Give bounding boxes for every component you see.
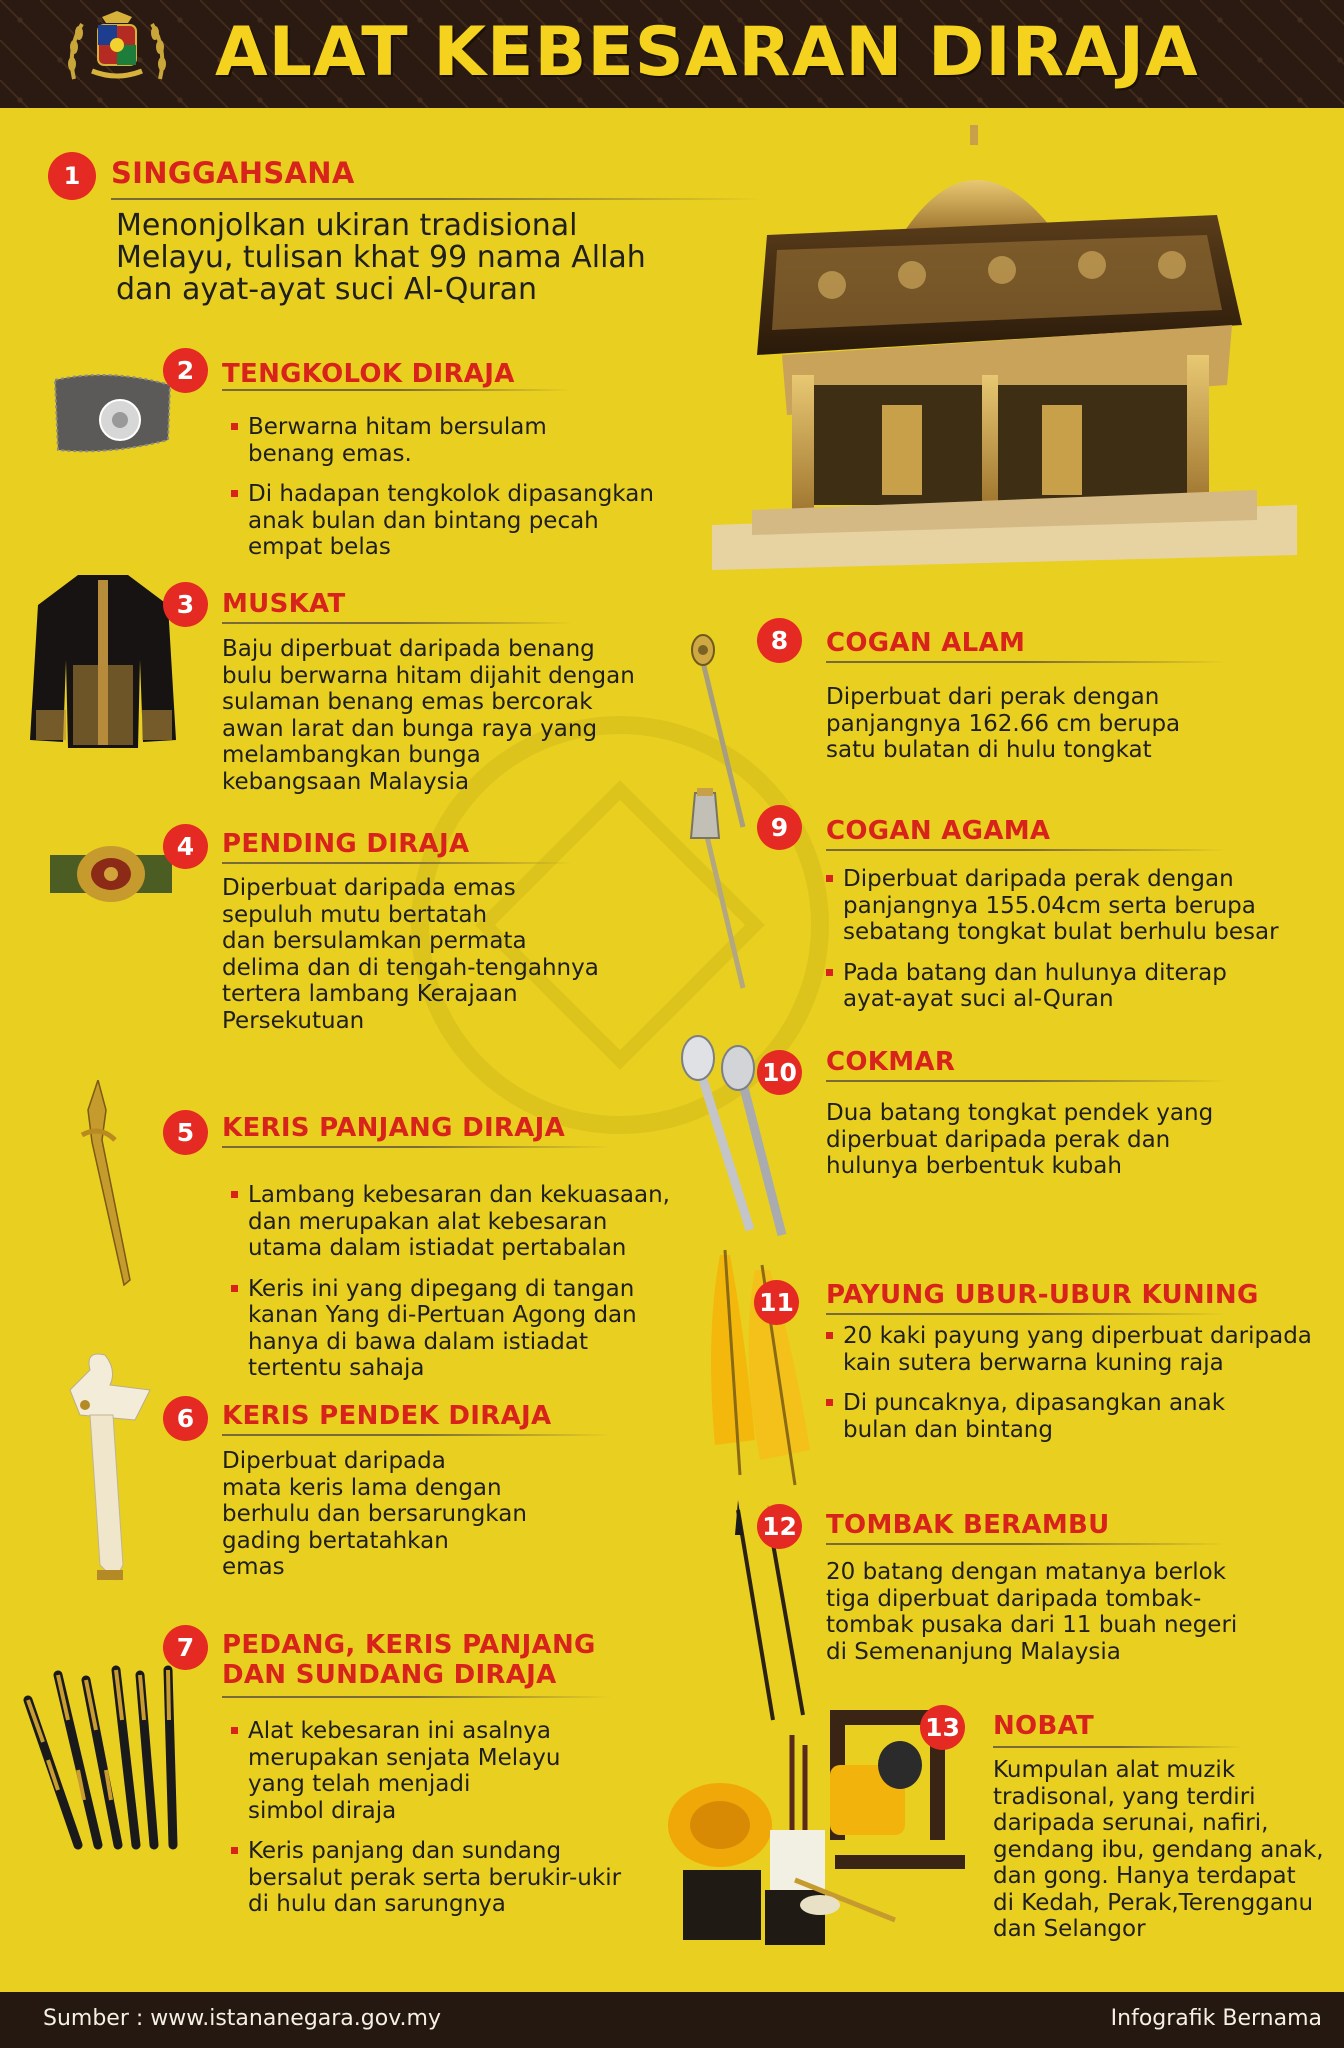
- list-item: Di hadapan tengkolok dipasangkan anak bulan dan bintang pecah empat belas: [228, 481, 654, 561]
- divider: [826, 1543, 1226, 1545]
- item-number-11: 11: [754, 1280, 799, 1325]
- item-number-8: 8: [757, 618, 802, 663]
- footer-bar: [0, 1992, 1344, 2048]
- divider: [222, 1696, 612, 1698]
- item-title-keris-pendek: KERIS PENDEK DIRAJA: [222, 1401, 552, 1431]
- item-title-payung: PAYUNG UBUR-UBUR KUNING: [826, 1280, 1259, 1310]
- divider: [222, 389, 572, 391]
- item-desc-keris-pendek: Diperbuat daripada mata keris lama dengan berhulu dan bersarungkan gading bertatahkan emas: [222, 1448, 527, 1580]
- item-desc-nobat: Kumpulan alat muzik tradisonal, yang terdiri daripada serunai, nafiri, gendang ibu, gendang anak, dan gong. Hanya terdapat di Kedah, Perak,Terengganu dan Selangor: [993, 1757, 1324, 1942]
- throne-illustration: [712, 125, 1297, 575]
- item-desc-cogan-alam: Diperbuat dari perak dengan panjangnya 162.66 cm berupa satu bulatan di hulu tongkat: [826, 684, 1181, 763]
- item-number-9: 9: [757, 805, 802, 850]
- tengkolok-illustration: [50, 370, 175, 460]
- list-item: Alat kebesaran ini asalnya merupakan senjata Melayu yang telah menjadi simbol diraja: [228, 1718, 621, 1824]
- item-title-pedang: PEDANG, KERIS PANJANG DAN SUNDANG DIRAJA: [222, 1630, 596, 1690]
- item-title-cokmar: COKMAR: [826, 1047, 956, 1077]
- payung-illustration: [700, 1245, 825, 1490]
- divider: [111, 198, 761, 200]
- divider: [993, 1746, 1243, 1748]
- header-banner: [0, 0, 1344, 108]
- divider: [222, 862, 572, 864]
- list-item: Berwarna hitam bersulam benang emas.: [228, 414, 654, 467]
- list-item: Lambang kebesaran dan kekuasaan, dan merupakan alat kebesaran utama dalam istiadat pertabalan: [228, 1182, 670, 1262]
- divider: [826, 1080, 1226, 1082]
- list-item: Keris panjang dan sundang bersalut perak serta berukir-ukir di hulu dan sarungnya: [228, 1838, 621, 1918]
- item-desc-muskat: Baju diperbuat daripada benang bulu berwarna hitam dijahit dengan sulaman benang emas bercorak awan larat dan bunga raya yang melambangkan bunga kebangsaan Malaysia: [222, 636, 635, 795]
- divider: [222, 622, 572, 624]
- muskat-illustration: [28, 570, 178, 750]
- item-number-4: 4: [163, 824, 208, 869]
- divider: [826, 661, 1226, 663]
- keris-panjang-illustration: [80, 1080, 140, 1295]
- cogan-agama-illustration: [685, 788, 755, 993]
- item-number-1: 1: [48, 152, 96, 200]
- keris-pendek-illustration: [55, 1350, 160, 1590]
- item-title-tengkolok: TENGKOLOK DIRAJA: [222, 359, 515, 389]
- item-title-pending: PENDING DIRAJA: [222, 829, 470, 859]
- list-item: Diperbuat daripada perak dengan panjangnya 155.04cm serta berupa sebatang tongkat bulat berhulu besar: [823, 866, 1279, 946]
- item-desc-cokmar: Dua batang tongkat pendek yang diperbuat daripada perak dan hulunya berbentuk kubah: [826, 1100, 1214, 1179]
- item-title-keris-panjang: KERIS PANJANG DIRAJA: [222, 1113, 566, 1143]
- item-title-nobat: NOBAT: [993, 1711, 1095, 1741]
- divider: [826, 849, 1226, 851]
- item-desc-tombak: 20 batang dengan matanya berlok tiga diperbuat daripada tombak- tombak pusaka dari 11 buah negeri di Semenanjung Malaysia: [826, 1559, 1238, 1665]
- item-desc-pending: Diperbuat daripada emas sepuluh mutu bertatah dan bersulamkan permata delima dan di tengah-tengahnya tertera lambang Kerajaan Persekutuan: [222, 875, 599, 1034]
- item-number-3: 3: [163, 582, 208, 627]
- item-title-muskat: MUSKAT: [222, 589, 346, 619]
- divider: [826, 1313, 1226, 1315]
- item-number-2: 2: [163, 348, 208, 393]
- swords-illustration: [18, 1650, 213, 1850]
- source-text: Sumber : www.istananegara.gov.my: [43, 2006, 441, 2031]
- item-bullets-tengkolok: [228, 414, 654, 575]
- item-title-singgahsana: SINGGAHSANA: [111, 156, 355, 190]
- credit-text: Infografik Bernama: [1110, 2006, 1322, 2031]
- item-number-12: 12: [757, 1504, 802, 1549]
- divider: [222, 1146, 612, 1148]
- list-item: Di puncaknya, dipasangkan anak bulan dan bintang: [823, 1390, 1312, 1443]
- item-number-6: 6: [163, 1396, 208, 1441]
- royal-crest-icon: [62, 9, 172, 89]
- page-title: ALAT KEBESARAN DIRAJA: [215, 13, 1199, 92]
- item-bullets-keris-panjang: [228, 1182, 670, 1396]
- item-bullets-payung: [823, 1323, 1312, 1457]
- list-item: 20 kaki payung yang diperbuat daripada kain sutera berwarna kuning raja: [823, 1323, 1312, 1376]
- item-bullets-pedang: [228, 1718, 621, 1932]
- item-bullets-cogan-agama: [823, 866, 1279, 1027]
- item-number-5: 5: [163, 1110, 208, 1155]
- list-item: Keris ini yang dipegang di tangan kanan Yang di-Pertuan Agong dan hanya di bawa dalam istiadat tertentu sahaja: [228, 1276, 670, 1382]
- list-item: Pada batang dan hulunya diterap ayat-ayat suci al-Quran: [823, 960, 1279, 1013]
- item-title-tombak: TOMBAK BERAMBU: [826, 1510, 1110, 1540]
- item-title-cogan-agama: COGAN AGAMA: [826, 816, 1051, 846]
- pending-illustration: [50, 840, 172, 910]
- item-number-7: 7: [163, 1625, 208, 1670]
- item-number-13: 13: [920, 1705, 965, 1750]
- item-desc-singgahsana: Menonjolkan ukiran tradisional Melayu, tulisan khat 99 nama Allah dan ayat-ayat suci Al-Quran: [116, 208, 646, 307]
- item-title-cogan-alam: COGAN ALAM: [826, 628, 1026, 658]
- divider: [222, 1434, 612, 1436]
- item-number-10: 10: [757, 1050, 802, 1095]
